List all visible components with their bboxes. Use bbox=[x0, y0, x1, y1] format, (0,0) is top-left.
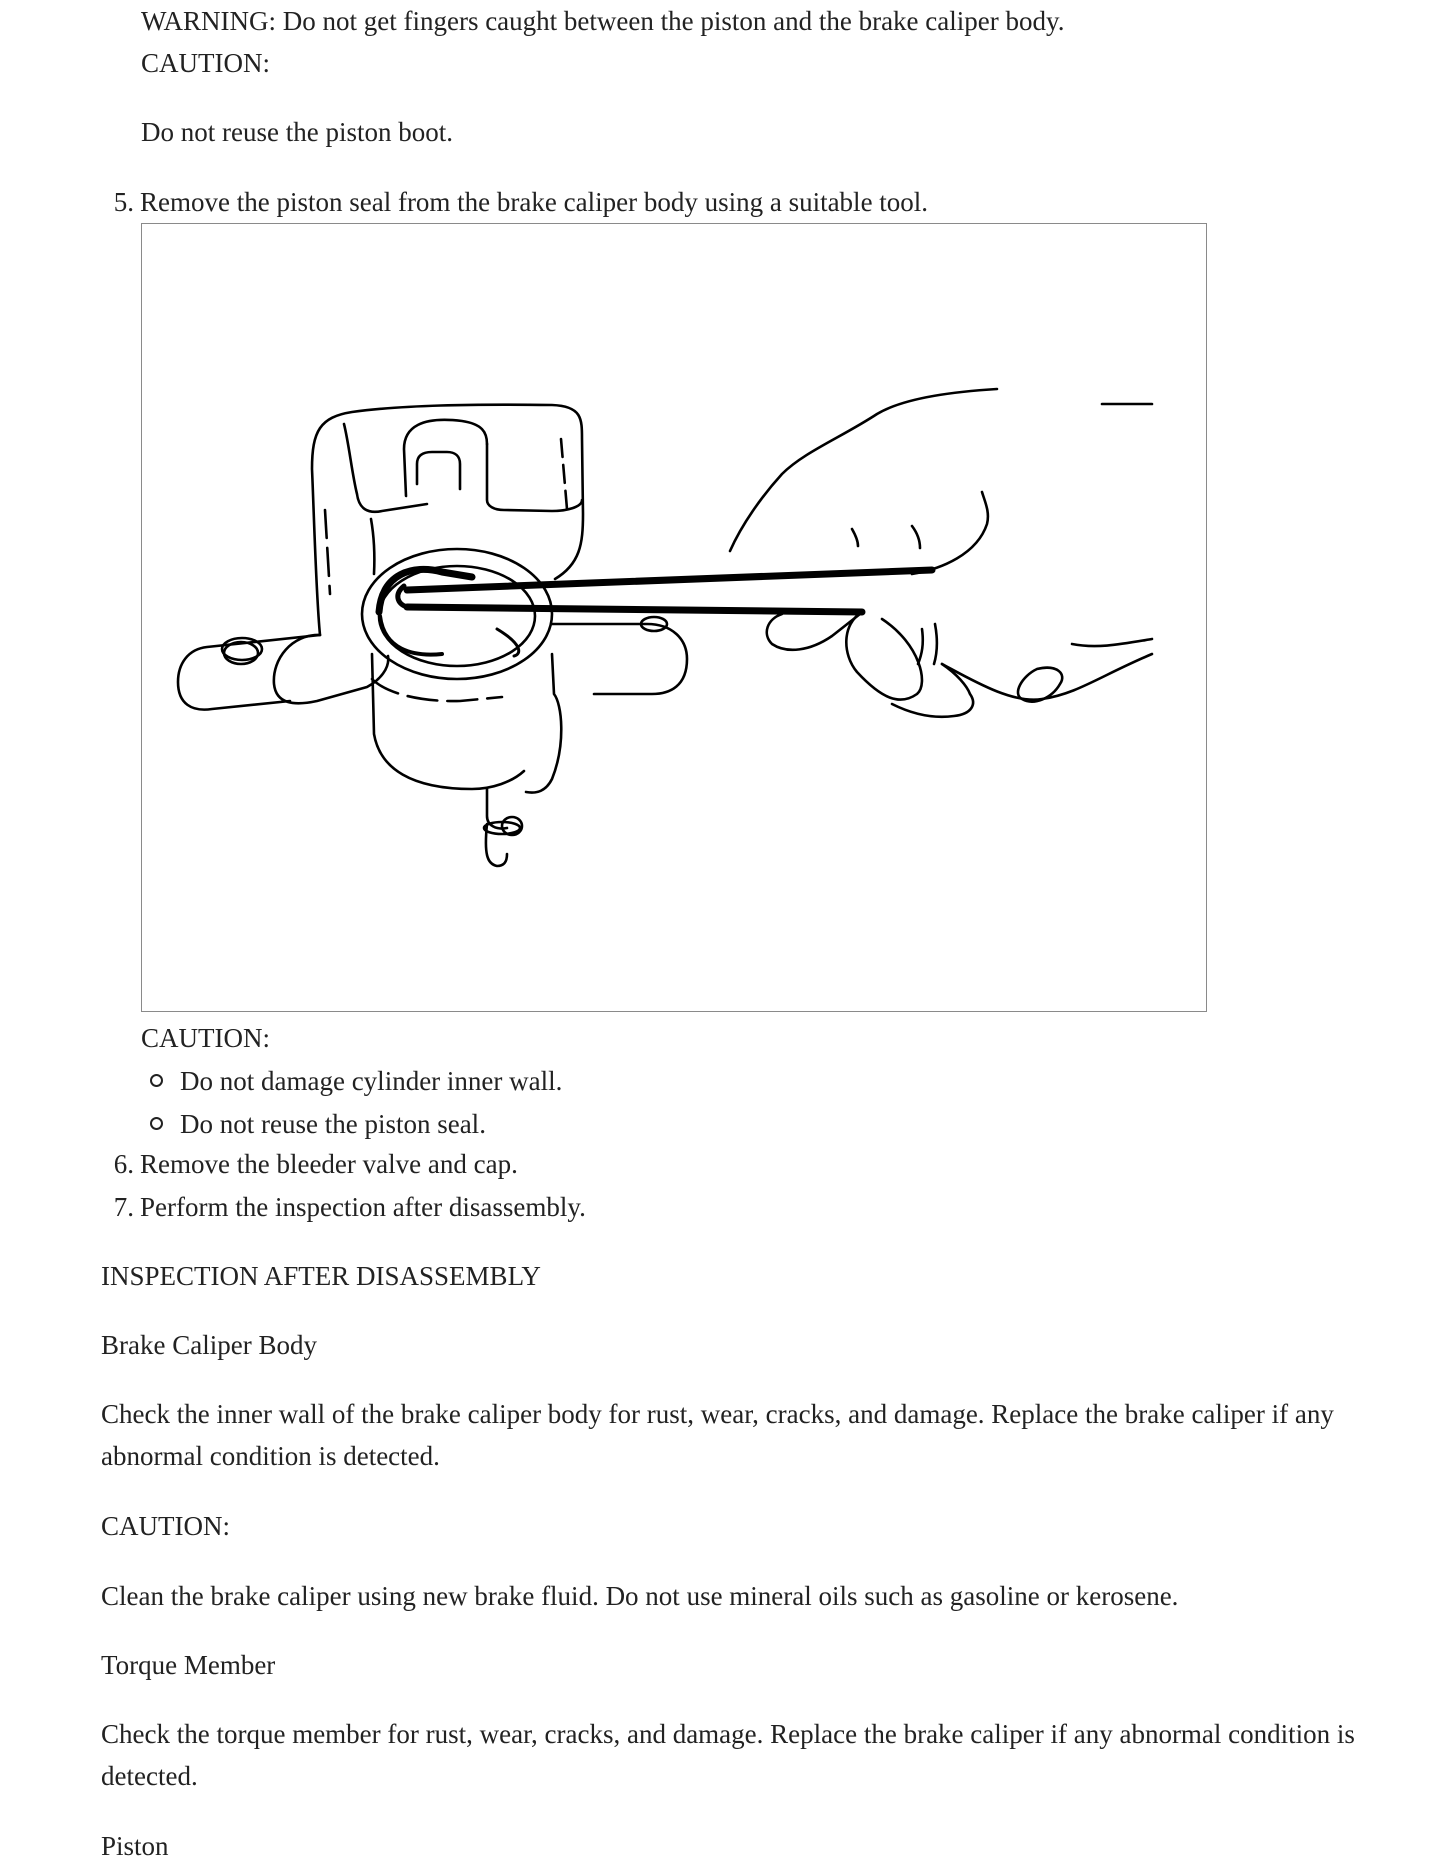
step-number: 5. bbox=[113, 187, 134, 217]
caution-label: CAUTION: bbox=[101, 1511, 230, 1541]
step-text: Remove the piston seal from the brake caliper body using a suitable tool. bbox=[140, 187, 929, 217]
bullet-icon bbox=[150, 1117, 163, 1130]
caution-list-item: Do not reuse the piston seal. bbox=[180, 1109, 486, 1139]
caution-label: CAUTION: bbox=[141, 48, 270, 78]
subheading-piston: Piston bbox=[101, 1831, 169, 1861]
subheading-torque-member: Torque Member bbox=[101, 1650, 276, 1680]
section-title: INSPECTION AFTER DISASSEMBLY bbox=[101, 1261, 541, 1291]
subheading-brake-caliper-body: Brake Caliper Body bbox=[101, 1330, 317, 1360]
torque-member-text: Check the torque member for rust, wear, cracks, and damage. Replace the brake caliper if any abnormal condition is detected. bbox=[101, 1719, 1355, 1791]
brake-caliper-piston-seal-removal-illustration bbox=[142, 224, 1208, 1013]
step-number: 7. bbox=[113, 1192, 134, 1222]
step-7 bbox=[106, 1186, 586, 1228]
step-5 bbox=[106, 181, 928, 223]
step-text: Remove the bleeder valve and cap. bbox=[140, 1149, 518, 1179]
brake-caliper-figure bbox=[141, 223, 1207, 1012]
step-text: Perform the inspection after disassembly. bbox=[140, 1192, 586, 1222]
bullet-icon bbox=[150, 1074, 163, 1087]
step-number: 6. bbox=[113, 1149, 134, 1179]
caution-text: Clean the brake caliper using new brake fluid. Do not use mineral oils such as gasoline or kerosene. bbox=[101, 1581, 1179, 1611]
step-6 bbox=[106, 1143, 518, 1185]
warning-line: WARNING: Do not get fingers caught between the piston and the brake caliper body. bbox=[141, 6, 1065, 36]
caution-label: CAUTION: bbox=[141, 1023, 270, 1053]
caution-text: Do not reuse the piston boot. bbox=[141, 117, 453, 147]
brake-caliper-body-text: Check the inner wall of the brake caliper body for rust, wear, cracks, and damage. Replace the brake caliper if any abnormal condition is detected. bbox=[101, 1399, 1334, 1471]
caution-list-item: Do not damage cylinder inner wall. bbox=[180, 1066, 563, 1096]
